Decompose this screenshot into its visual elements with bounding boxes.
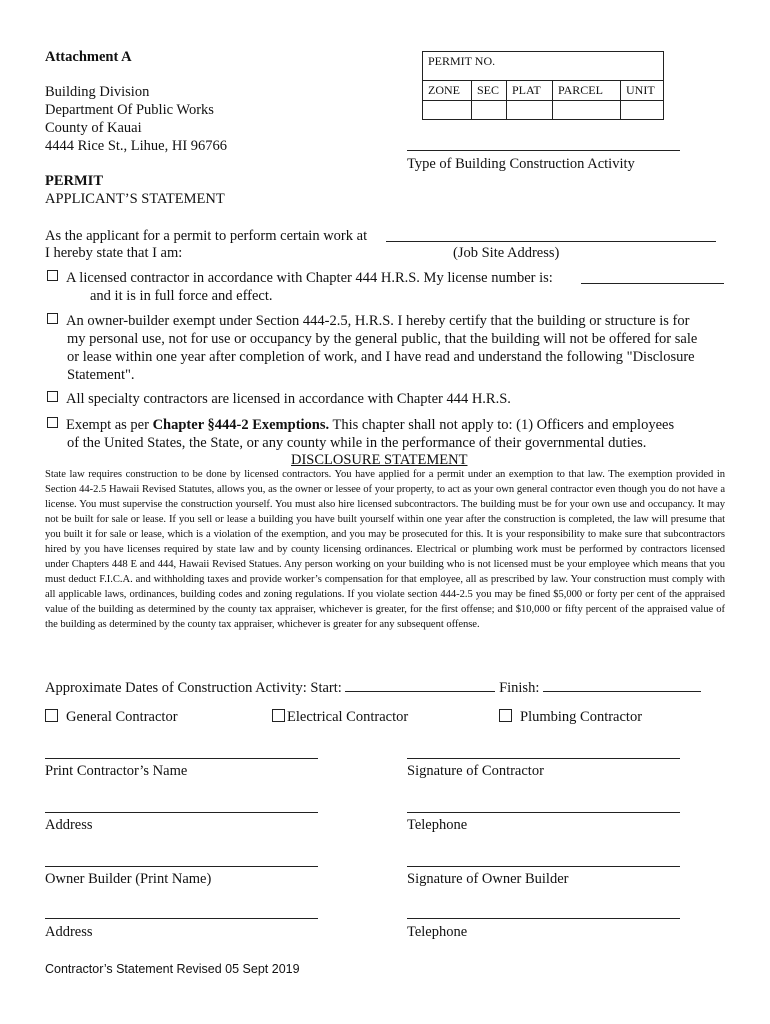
office-address xyxy=(45,83,227,155)
electrical-contractor-label: Electrical Contractor xyxy=(287,709,409,725)
license-number-field[interactable] xyxy=(581,283,724,284)
finish-date-label: Finish: xyxy=(499,680,540,696)
contractor-signature-label: Signature of Contractor xyxy=(407,763,544,779)
plumbing-contractor-label: Plumbing Contractor xyxy=(520,709,643,725)
owner-name-field[interactable] xyxy=(45,866,318,867)
contractor-address-label: Address xyxy=(45,817,93,833)
exempt-text-2: of the United States, the State, or any county while in the performance of their governmental duties. xyxy=(67,435,647,451)
contractor-telephone-field[interactable] xyxy=(407,812,680,813)
contractor-name-label: Print Contractor’s Name xyxy=(45,763,188,779)
owner-builder-text-3: or lease within one year after completion of work, and I have read and understand the following "Disclosure xyxy=(67,349,695,365)
zone-field[interactable] xyxy=(423,101,472,120)
unit-field[interactable] xyxy=(621,101,664,120)
permit-number-table xyxy=(422,51,664,120)
owner-address-label: Address xyxy=(45,924,93,940)
job-site-address-label: (Job Site Address) xyxy=(453,245,560,261)
specialty-checkbox[interactable] xyxy=(47,391,58,402)
start-date-field[interactable] xyxy=(345,677,495,692)
address-line: 4444 Rice St., Lihue, HI 96766 xyxy=(45,138,228,154)
owner-name-label: Owner Builder (Print Name) xyxy=(45,871,212,887)
intro-line-2: I hereby state that I am: xyxy=(45,245,183,261)
owner-builder-option xyxy=(47,312,689,330)
activity-type-field[interactable] xyxy=(407,150,680,151)
contractor-telephone-label: Telephone xyxy=(407,817,468,833)
parcel-header: PARCEL xyxy=(553,81,621,101)
sec-field[interactable] xyxy=(472,101,507,120)
plumbing-contractor-checkbox[interactable] xyxy=(499,709,512,722)
licensed-contractor-option xyxy=(47,269,553,287)
licensed-contractor-checkbox[interactable] xyxy=(47,270,58,281)
exempt-text-pre: Exempt as per xyxy=(66,417,153,433)
revision-footer: Contractor’s Statement Revised 05 Sept 2019 xyxy=(45,962,300,976)
job-site-address-field[interactable] xyxy=(386,241,716,242)
owner-builder-checkbox[interactable] xyxy=(47,313,58,324)
electrical-contractor-checkbox[interactable] xyxy=(272,709,285,722)
disclosure-text: State law requires construction to be done by licensed contractors. You have applied for a permit under an exemption to that law. The exemption provided in Section 44-2.5 Hawaii Revised Statutes, allows you, as the owner or lessee of your property, to act as your own general contractor even though you do not have a license. You must supervise the construction yourself. You must also hire licensed subcontractors. The building must be for your own use and occupancy. It may not be built for sale or lease. If you sell or lease a building you have built yourself within one year after the construction is completed, the law will presume that you built it for sale or lease, which is a violation of the exemption, and you may be prosecuted for this. It is your responsibility to make sure that subcontractors hired by you have licenses required by state law and by county licensing ordinances. Electrical or plumbing work must be performed by contractors licensed under Chapters 448 E and 444, Hawaii Revised Statues. Any person working on your building who is not licensed must be your employee which means that you must deduct F.I.C.A. and withholding taxes and provide worker’s compensation for that employee, all as prescribed by law. Your construction must comply with all applicable laws, ordinances, building codes and zoning regulations. If you violate section 444-2.5 you may be fined $5,000 or forty per cent of the appraised value of the building as determined by the county tax appraiser, whichever is greater, for the first offense; and $10,000 or fifty percent of the appraised value of the building as determined by the county tax appraiser, whichever is greater for any subsequent offense. xyxy=(45,469,725,630)
owner-builder-text-1: An owner-builder exempt under Section 444-2.5, H.R.S. I hereby certify that the building or structure is for xyxy=(66,313,690,329)
plat-field[interactable] xyxy=(507,101,553,120)
construction-dates-row xyxy=(45,677,701,697)
owner-address-field[interactable] xyxy=(45,918,318,919)
exempt-option xyxy=(47,416,674,434)
exempt-checkbox[interactable] xyxy=(47,417,58,428)
exempt-text-post: This chapter shall not apply to: (1) Officers and employees xyxy=(329,417,675,433)
contractor-signature-field[interactable] xyxy=(407,758,680,759)
owner-telephone-label: Telephone xyxy=(407,924,468,940)
address-line: County of Kauai xyxy=(45,120,142,136)
specialty-option xyxy=(47,390,511,408)
general-contractor-option xyxy=(45,708,178,726)
owner-telephone-field[interactable] xyxy=(407,918,680,919)
owner-builder-text-2: my personal use, not for use or occupancy by the general public, that the building will not be offered for sale xyxy=(67,331,698,347)
activity-type-label: Type of Building Construction Activity xyxy=(407,156,635,172)
address-line: Department Of Public Works xyxy=(45,102,214,118)
page-subtitle: APPLICANT’S STATEMENT xyxy=(45,191,225,207)
page-title: PERMIT xyxy=(45,173,103,189)
permit-no-label: PERMIT NO. xyxy=(428,54,496,68)
permit-no-cell[interactable] xyxy=(423,52,664,81)
zone-header: ZONE xyxy=(423,81,472,101)
plat-header: PLAT xyxy=(507,81,553,101)
disclosure-heading: DISCLOSURE STATEMENT xyxy=(291,452,468,468)
owner-builder-text-4: Statement". xyxy=(67,367,135,383)
owner-signature-field[interactable] xyxy=(407,866,680,867)
licensed-contractor-text: A licensed contractor in accordance with Chapter 444 H.R.S. My license number is: xyxy=(66,270,553,286)
contractor-name-field[interactable] xyxy=(45,758,318,759)
address-line: Building Division xyxy=(45,84,150,100)
contractor-address-field[interactable] xyxy=(45,812,318,813)
start-date-label: Approximate Dates of Construction Activity: Start: xyxy=(45,680,342,696)
plumbing-contractor-option xyxy=(499,708,642,726)
unit-header: UNIT xyxy=(621,81,664,101)
general-contractor-label: General Contractor xyxy=(66,709,178,725)
intro-line-1: As the applicant for a permit to perform certain work at xyxy=(45,228,368,244)
electrical-contractor-option xyxy=(272,708,408,726)
parcel-field[interactable] xyxy=(553,101,621,120)
licensed-contractor-text-2: and it is in full force and effect. xyxy=(90,288,273,304)
specialty-text: All specialty contractors are licensed in accordance with Chapter 444 H.R.S. xyxy=(66,391,511,407)
general-contractor-checkbox[interactable] xyxy=(45,709,58,722)
sec-header: SEC xyxy=(472,81,507,101)
owner-signature-label: Signature of Owner Builder xyxy=(407,871,569,887)
finish-date-field[interactable] xyxy=(543,677,701,692)
exempt-text-bold: Chapter §444-2 Exemptions. xyxy=(152,417,330,433)
attachment-label: Attachment A xyxy=(45,49,132,65)
